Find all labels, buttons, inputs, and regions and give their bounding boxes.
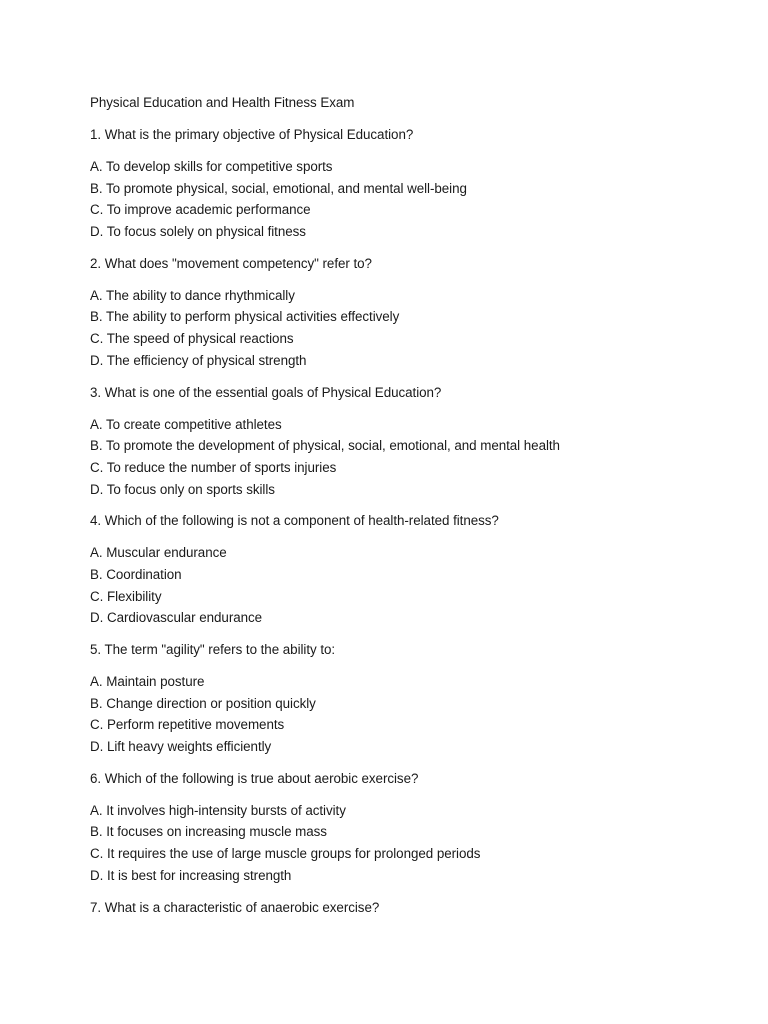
answer-option-c: C. It requires the use of large muscle groups for prolonged periods [90, 846, 481, 862]
answer-option-a: A. The ability to dance rhythmically [90, 287, 295, 303]
answer-option-c: C. Flexibility [90, 588, 162, 604]
answer-option-d: D. Lift heavy weights efficiently [90, 739, 272, 755]
answer-option-d: D. It is best for increasing strength [90, 867, 292, 883]
answer-option-b: B. To promote physical, social, emotional, and mental well-being [90, 180, 467, 196]
answer-option-b: B. It focuses on increasing muscle mass [90, 824, 327, 840]
answer-options [90, 156, 710, 243]
question-text: 7. What is a characteristic of anaerobic exercise? [90, 899, 380, 915]
question-6 [90, 768, 710, 887]
question-text: 3. What is one of the essential goals of Physical Education? [90, 384, 442, 400]
question-7 [90, 897, 710, 918]
question-text: 1. What is the primary objective of Physical Education? [90, 127, 414, 142]
answer-option-d: D. To focus only on sports skills [90, 481, 275, 497]
question-text: 5. The term "agility" refers to the ability to: [90, 642, 336, 657]
answer-option-b: B. The ability to perform physical activities effectively [90, 309, 400, 325]
answer-option-b: B. Coordination [90, 566, 182, 582]
question-1 [90, 124, 710, 243]
answer-option-a: A. Muscular endurance [90, 545, 227, 561]
answer-option-c: C. Perform repetitive movements [90, 717, 285, 733]
answer-option-d: D. To focus solely on physical fitness [90, 224, 306, 240]
answer-options [90, 542, 710, 629]
answer-option-a: A. Maintain posture [90, 674, 205, 689]
document-body [90, 93, 710, 929]
answer-option-b: B. To promote the development of physical, social, emotional, and mental health [90, 438, 560, 454]
question-3 [90, 382, 710, 501]
answer-option-d: D. Cardiovascular endurance [90, 610, 263, 626]
question-2 [90, 253, 710, 372]
question-5 [90, 639, 710, 758]
answer-option-c: C. The speed of physical reactions [90, 331, 294, 347]
document-title: Physical Education and Health Fitness Exam [90, 95, 355, 110]
question-text: 4. Which of the following is not a component of health-related fitness? [90, 513, 499, 529]
answer-options [90, 671, 710, 758]
question-text: 6. Which of the following is true about aerobic exercise? [90, 770, 419, 786]
answer-option-c: C. To improve academic performance [90, 202, 311, 218]
answer-options [90, 800, 710, 887]
question-4 [90, 510, 710, 629]
answer-option-a: A. To develop skills for competitive sports [90, 159, 333, 174]
answer-option-a: A. It involves high-intensity bursts of activity [90, 802, 346, 818]
question-text: 2. What does "movement competency" refer to? [90, 255, 372, 271]
answer-option-a: A. To create competitive athletes [90, 416, 282, 432]
answer-options [90, 414, 710, 501]
answer-option-d: D. The efficiency of physical strength [90, 352, 307, 368]
answer-options [90, 285, 710, 372]
answer-option-c: C. To reduce the number of sports injuries [90, 459, 337, 475]
answer-option-b: B. Change direction or position quickly [90, 695, 316, 711]
